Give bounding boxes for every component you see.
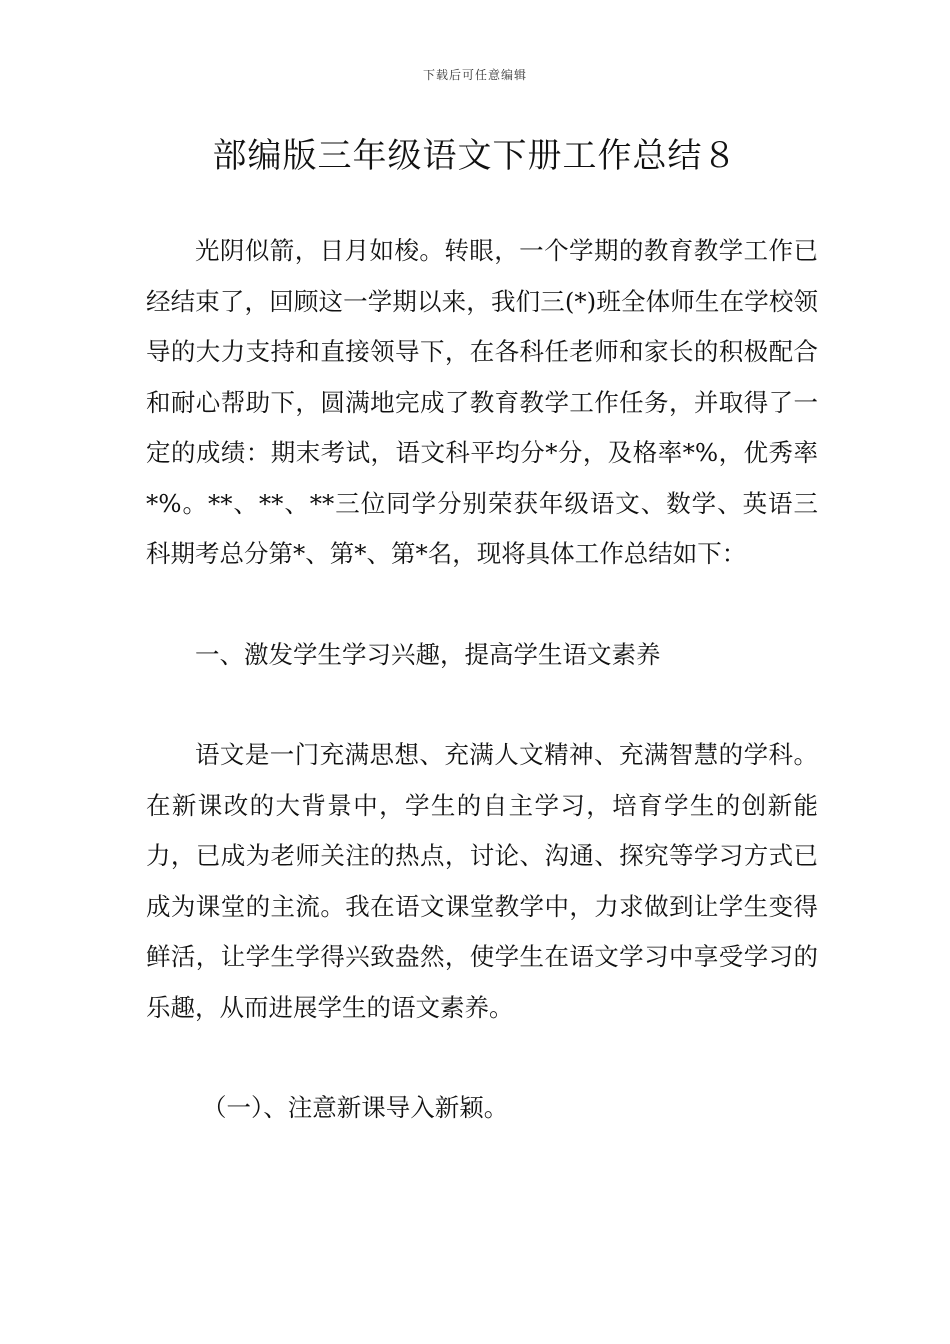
document-title: 部编版三年级语文下册工作总结８ — [212, 136, 738, 176]
paragraph-gap — [146, 580, 818, 630]
paragraph-gap — [146, 1033, 818, 1083]
paragraph-gap — [146, 680, 818, 730]
header-note: 下载后可任意编辑 — [422, 68, 527, 82]
section-heading-1: 一、激发学生学习兴趣，提高学生语文素养 — [195, 639, 661, 669]
intro-paragraph: 光阴似箭，日月如梭。转眼，一个学期的教育教学工作已经结束了，回顾这一学期以来，我们三(*)班全体师生在学校领导的大力支持和直接领导下，在各科任老师和家长的积极配合和耐心帮助下，圆满地完成了教育教学工作任务，并取得了一定的成绩：期末考试，语文科平均分*分，及格率*%，优秀率*%。**、**、**三位同学分别荣获年级语文、数学、英语三科期考总分第*、第*、第*名，现将具体工作总结如下： — [146, 236, 818, 568]
sub-heading-1: （一）、注意新课导入新颖。 — [202, 1093, 509, 1122]
document-body — [146, 226, 818, 1134]
section-paragraph-1: 语文是一门充满思想、充满人文精神、充满智慧的学科。在新课改的大背景中，学生的自主学习，培育学生的创新能力，已成为老师关注的热点，讨论、沟通、探究等学习方式已成为课堂的主流。我在语文课堂教学中，力求做到让学生变得鲜活，让学生学得兴致盎然，使学生在语文学习中享受学习的乐趣，从而进展学生的语文素养。 — [146, 740, 818, 1022]
